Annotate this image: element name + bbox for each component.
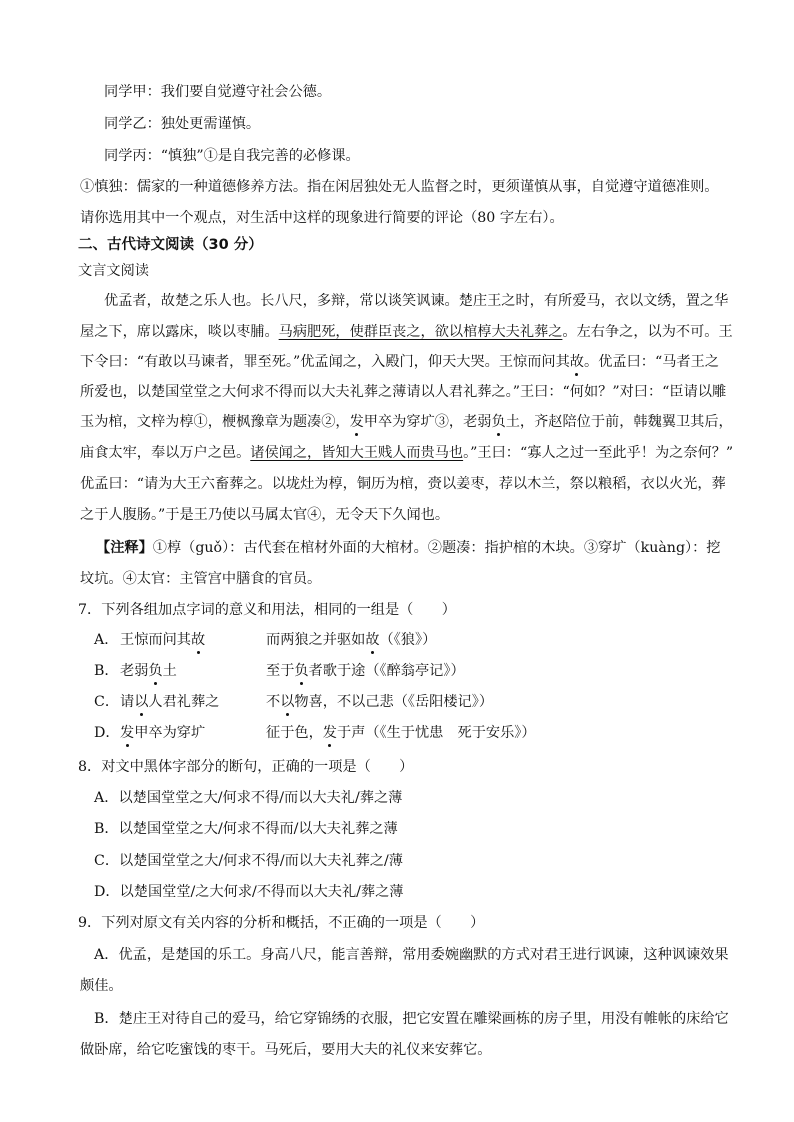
q8-option-b[interactable] <box>94 819 398 839</box>
subsection-title: 文言文阅读 <box>78 263 149 279</box>
passage-text: 庙食太牢，奉以万户之邑。 <box>80 445 251 461</box>
q7-option-d-left: 发甲卒为穿圹 <box>120 725 206 741</box>
q9-option-a-line-2: 颇佳。 <box>80 978 123 994</box>
option-text: 楚庄王对待自己的爱马，给它穿锦绣的衣服，把它安置在雕梁画栋的房子里，用没有帷帐的床给它 <box>118 1011 729 1027</box>
q7-option-d-letter[interactable]: D． <box>94 725 120 741</box>
option-letter: A． <box>94 947 119 963</box>
notes-line-2: 坟坑。④太官：主管宫中膳食的官员。 <box>80 571 322 587</box>
q7-option-a-right: 而两狼之并驱如故（《狼》） <box>266 632 437 648</box>
section-title: 二、古代诗文阅读（30 分） <box>78 237 263 253</box>
option-letter: B． <box>94 1011 119 1027</box>
option-text: 以楚国堂堂/之大何求/不得而以大夫礼/葬之薄 <box>119 884 404 900</box>
q7-option-c-right: 不以物喜，不以己悲（《岳阳楼记》） <box>266 694 494 710</box>
question-9-stem: 9．下列对原文有关内容的分析和概括，不正确的一项是（ ） <box>78 915 485 931</box>
student-a-line: 同学甲：我们要自觉遵守社会公德。 <box>104 84 332 100</box>
q7-option-c-letter[interactable]: C． <box>94 694 120 710</box>
option-letter: C． <box>94 853 120 869</box>
student-c-line: 同学丙：“慎独”①是自我完善的必修课。 <box>104 148 360 164</box>
passage-line-5: 玉为棺，文梓为椁①，楩枫豫章为题凑②，发甲卒为穿圹③，老弱负土，齐赵陪位于前，韩魏翼卫其后， <box>80 414 733 430</box>
passage-line-4: 所爱也，以楚国堂堂之大何求不得而以大夫礼葬之薄请以人君礼葬之。”王曰：“何如？”对曰：“臣请以雕 <box>80 384 727 400</box>
notes-text: ①椁（guǒ）：古代套在棺材外面的大棺材。②题凑：指护棺的木块。③穿圹（kuàng）：挖 <box>152 540 721 556</box>
q8-option-c[interactable] <box>94 851 403 871</box>
passage-line-7: 优孟曰：“请为大王六畜葬之。以垅灶为椁，铜历为棺，赍以姜枣，荐以木兰，祭以粮稻，衣以火光，葬 <box>80 476 726 492</box>
q7-option-b-left: 老弱负土 <box>120 663 177 679</box>
underlined-sentence-1: 马病肥死，使群臣丧之，欲以棺椁大夫礼葬之 <box>278 324 563 340</box>
passage-line-6 <box>80 443 733 463</box>
option-letter: A． <box>94 790 119 806</box>
q7-option-a-left: 王惊而问其故 <box>120 632 206 648</box>
option-text: 优孟，是楚国的乐工。身高八尺，能言善辩，常用委婉幽默的方式对君王进行讽谏，这种讽谏效果 <box>118 947 729 963</box>
option-letter: D． <box>94 884 120 900</box>
option-text: 以楚国堂堂之大/何求不得/而以大夫礼/葬之薄 <box>118 790 403 806</box>
question-8-stem: 8．对文中黑体字部分的断句，正确的一项是（ ） <box>78 759 414 775</box>
student-b-line: 同学乙：独处更需谨慎。 <box>104 116 261 132</box>
q7-option-b-right: 至于负者歌于途（《醉翁亭记》） <box>266 663 465 679</box>
q8-option-d[interactable] <box>94 882 403 902</box>
passage-line-1: 优孟者，故楚之乐人也。长八尺，多辩，常以谈笑讽谏。楚庄王之时，有所爱马，衣以文绣，置之华 <box>104 293 729 309</box>
option-letter: B． <box>94 821 119 837</box>
passage-line-8: 之于人腹肠。”于是王乃使以马属太官④，无令天下久闻也。 <box>80 507 450 523</box>
passage-text: 。”王曰：“寡人之过一至此乎！为之奈何？” <box>463 445 734 461</box>
q9-option-a-line-1[interactable] <box>94 945 729 965</box>
q7-option-b-letter[interactable]: B． <box>94 663 119 679</box>
notes-line-1 <box>96 538 721 558</box>
passage-line-2 <box>80 322 733 342</box>
passage-text: 屋之下，席以露床，啖以枣脯。 <box>80 324 279 340</box>
q7-option-d-right: 征于色，发于声（《生于忧患 死于安乐》） <box>266 725 536 741</box>
notes-label: 【注释】 <box>96 540 153 556</box>
q7-option-a-letter[interactable]: A． <box>94 632 119 648</box>
option-text: 以楚国堂堂之大/何求不得/而以大夫礼葬之/薄 <box>119 853 403 869</box>
q9-option-b-line-1[interactable] <box>94 1009 729 1029</box>
passage-text: 。左右争之，以为不可。王 <box>562 324 733 340</box>
option-text: 以楚国堂堂之大/何求不得而/以大夫礼葬之薄 <box>118 821 398 837</box>
q9-option-b-line-2: 做卧席，给它吃蜜饯的枣干。马死后，要用大夫的礼仪来安葬它。 <box>80 1042 492 1058</box>
shendu-note: ①慎独：儒家的一种道德修养方法。指在闲居独处无人监督之时，更须谨慎从事，自觉遵守道德准则。 <box>80 179 719 195</box>
q7-option-c-left: 请以人君礼葬之 <box>120 694 220 710</box>
task-instruction: 请你选用其中一个观点，对生活中这样的现象进行简要的评论（80 字左右）。 <box>80 210 564 226</box>
question-7-stem: 7．下列各组加点字词的意义和用法，相同的一组是（ ） <box>78 602 456 618</box>
underlined-sentence-2: 诸侯闻之，皆知大王贱人而贵马也 <box>250 445 464 461</box>
passage-line-3: 下令曰：“有敢以马谏者，罪至死。”优孟闻之，入殿门，仰天大哭。王惊而问其故。优孟曰：“马者王之 <box>80 354 719 370</box>
q8-option-a[interactable] <box>94 788 402 808</box>
